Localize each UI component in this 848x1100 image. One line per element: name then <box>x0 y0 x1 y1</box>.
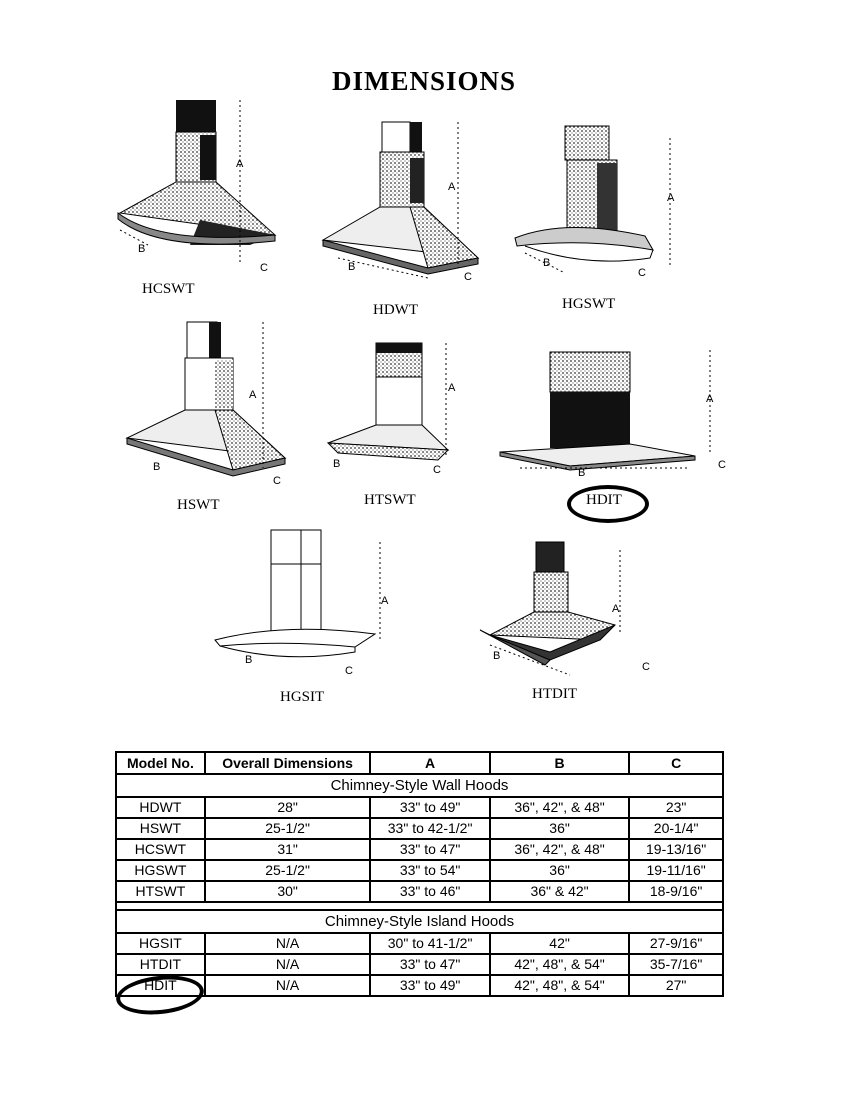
table-row <box>116 860 723 881</box>
dim-label-c: C <box>273 475 281 487</box>
dim-label-b: B <box>578 467 586 479</box>
dim-label-c: C <box>642 661 650 673</box>
dim-label-c: C <box>345 665 353 677</box>
dim-label-a: A <box>612 603 620 615</box>
dim-label-b: B <box>333 458 341 470</box>
figure-label-hgswt: HGSWT <box>562 296 616 312</box>
cell-model: HDIT <box>116 975 205 996</box>
dim-label-a: A <box>448 181 456 193</box>
figure-label-htswt: HTSWT <box>364 492 416 508</box>
cell-b: 36" <box>490 860 629 881</box>
table-row <box>116 839 723 860</box>
cell-b: 36" & 42" <box>490 881 629 902</box>
header-model-no: Model No. <box>116 752 205 774</box>
cell-overall: N/A <box>205 933 371 954</box>
figure-label-hgsit: HGSIT <box>280 689 325 705</box>
cell-model: HTSWT <box>116 881 205 902</box>
section-title-wall-hoods: Chimney-Style Wall Hoods <box>116 774 723 797</box>
page-title: DIMENSIONS <box>331 66 517 96</box>
cell-c: 35-7/16" <box>629 954 723 975</box>
dim-label-b: B <box>543 257 551 269</box>
dim-label-c: C <box>433 464 441 476</box>
cell-c: 19-11/16" <box>629 860 723 881</box>
cell-b: 42" <box>490 933 629 954</box>
dim-label-b: B <box>245 654 253 666</box>
header-overall-dimensions: Overall Dimensions <box>205 752 371 774</box>
hood-figure-hdit <box>490 340 740 480</box>
table-row <box>116 818 723 839</box>
hood-figure-hcswt <box>100 95 290 285</box>
section-title-island-hoods: Chimney-Style Island Hoods <box>116 910 723 933</box>
hood-figure-hswt <box>115 318 295 493</box>
hood-figure-hdwt <box>318 118 498 288</box>
hood-figure-htdit <box>450 530 690 680</box>
dim-label-c: C <box>718 459 726 471</box>
dim-label-a: A <box>236 158 244 170</box>
dim-label-a: A <box>381 595 389 607</box>
figure-label-hdwt: HDWT <box>373 302 418 318</box>
section-header-row <box>116 774 723 797</box>
table-header-row <box>116 752 723 774</box>
figure-label-hswt: HSWT <box>177 497 220 513</box>
figure-label-htdit: HTDIT <box>532 686 577 702</box>
table-row <box>116 881 723 902</box>
cell-c: 23" <box>629 797 723 818</box>
hood-figure-htswt <box>318 335 478 480</box>
cell-b: 36", 42", & 48" <box>490 839 629 860</box>
cell-a: 33" to 47" <box>370 839 490 860</box>
dim-label-b: B <box>348 261 356 273</box>
cell-model: HCSWT <box>116 839 205 860</box>
cell-c: 19-13/16" <box>629 839 723 860</box>
dim-label-c: C <box>638 267 646 279</box>
cell-c: 20-1/4" <box>629 818 723 839</box>
header-b: B <box>490 752 629 774</box>
cell-model: HGSWT <box>116 860 205 881</box>
cell-b: 36", 42", & 48" <box>490 797 629 818</box>
cell-a: 33" to 42-1/2" <box>370 818 490 839</box>
cell-overall: 30" <box>205 881 371 902</box>
cell-b: 36" <box>490 818 629 839</box>
dim-label-c: C <box>260 262 268 274</box>
figure-label-hcswt: HCSWT <box>142 281 195 297</box>
cell-overall: N/A <box>205 975 371 996</box>
cell-a: 33" to 54" <box>370 860 490 881</box>
header-c: C <box>629 752 723 774</box>
table-row <box>116 933 723 954</box>
table-row <box>116 797 723 818</box>
figure-label-hdit: HDIT <box>586 492 622 508</box>
cell-model: HDWT <box>116 797 205 818</box>
cell-a: 33" to 46" <box>370 881 490 902</box>
header-a: A <box>370 752 490 774</box>
cell-model: HSWT <box>116 818 205 839</box>
dim-label-c: C <box>464 271 472 283</box>
dim-label-a: A <box>706 393 714 405</box>
spacer-row <box>116 902 723 910</box>
cell-overall: N/A <box>205 954 371 975</box>
cell-b: 42", 48", & 54" <box>490 975 629 996</box>
dim-label-b: B <box>138 243 146 255</box>
cell-c: 27" <box>629 975 723 996</box>
cell-overall: 25-1/2" <box>205 860 371 881</box>
dimensions-table <box>115 751 724 997</box>
cell-b: 42", 48", & 54" <box>490 954 629 975</box>
section-header-row <box>116 910 723 933</box>
hood-figure-hgswt <box>505 118 695 288</box>
hood-figure-hgsit <box>205 522 395 682</box>
cell-overall: 28" <box>205 797 371 818</box>
cell-model: HGSIT <box>116 933 205 954</box>
cell-c: 27-9/16" <box>629 933 723 954</box>
cell-c: 18-9/16" <box>629 881 723 902</box>
cell-a: 33" to 49" <box>370 975 490 996</box>
cell-a: 33" to 49" <box>370 797 490 818</box>
cell-overall: 31" <box>205 839 371 860</box>
dim-label-a: A <box>249 389 257 401</box>
dim-label-a: A <box>448 382 456 394</box>
table-row <box>116 954 723 975</box>
cell-a: 33" to 47" <box>370 954 490 975</box>
cell-model: HTDIT <box>116 954 205 975</box>
cell-a: 30" to 41-1/2" <box>370 933 490 954</box>
dim-label-a: A <box>667 192 675 204</box>
dim-label-b: B <box>153 461 161 473</box>
table-row <box>116 975 723 996</box>
cell-overall: 25-1/2" <box>205 818 371 839</box>
dim-label-b: B <box>493 650 501 662</box>
